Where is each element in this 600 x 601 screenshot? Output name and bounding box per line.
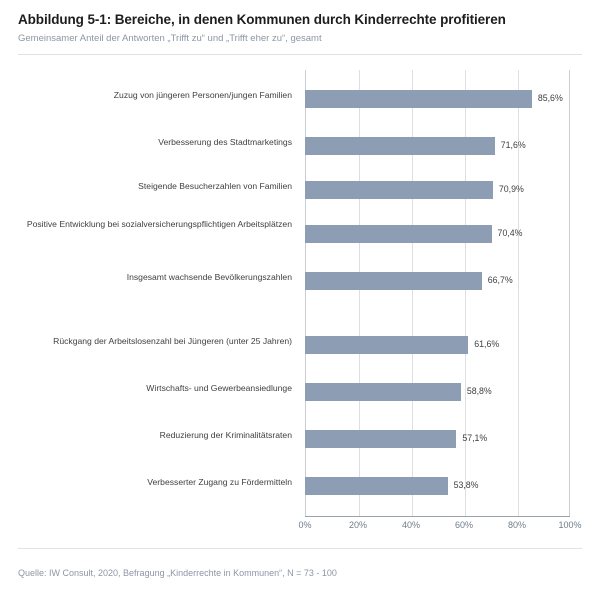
chart-plot-area bbox=[18, 70, 582, 530]
chart-row bbox=[18, 383, 302, 401]
bar bbox=[305, 181, 493, 199]
bar-row bbox=[305, 430, 570, 448]
x-tick-label: 60% bbox=[454, 520, 474, 530]
bar-value-label: 85,6% bbox=[537, 93, 563, 103]
bar-row bbox=[305, 383, 570, 401]
chart-row bbox=[18, 219, 302, 243]
bar-value-label: 58,8% bbox=[466, 386, 492, 396]
category-label: Verbesserter Zugang zu Fördermitteln bbox=[147, 477, 292, 487]
category-label: Reduzierung der Kriminalitätsraten bbox=[159, 430, 292, 440]
bar bbox=[305, 225, 492, 243]
page-subtitle: Gemeinsamer Anteil der Antworten „Trifft zu“ und „Trifft eher zu“, gesamt bbox=[18, 33, 322, 44]
bar-row bbox=[305, 477, 570, 495]
bar-value-label: 70,4% bbox=[497, 228, 523, 238]
category-label: Zuzug von jüngeren Personen/jungen Familien bbox=[113, 90, 292, 100]
bar-row bbox=[305, 181, 570, 199]
bars-container bbox=[305, 70, 570, 516]
chart-row bbox=[18, 90, 302, 108]
bar bbox=[305, 477, 448, 495]
bar bbox=[305, 137, 495, 155]
bar-row bbox=[305, 137, 570, 155]
bar bbox=[305, 383, 461, 401]
bar-value-label: 71,6% bbox=[500, 140, 526, 150]
x-tick-label: 0% bbox=[298, 520, 312, 530]
category-label: Verbesserung des Stadtmarketings bbox=[158, 137, 292, 147]
bar-row bbox=[305, 225, 570, 243]
x-tick-label: 20% bbox=[348, 520, 368, 530]
bar-value-label: 57,1% bbox=[462, 433, 488, 443]
bar-row bbox=[305, 336, 570, 354]
x-tick-label: 80% bbox=[507, 520, 527, 530]
bar-row bbox=[305, 272, 570, 290]
category-label: Wirtschafts- und Gewerbeansiedlunge bbox=[146, 383, 292, 393]
bar bbox=[305, 90, 532, 108]
chart-row bbox=[18, 336, 302, 354]
chart-row bbox=[18, 137, 302, 155]
chart-row bbox=[18, 477, 302, 495]
bar-value-label: 53,8% bbox=[453, 480, 479, 490]
bar-value-label: 66,7% bbox=[487, 275, 513, 285]
category-label: Positive Entwicklung bei sozialversicherungspflichtigen Arbeitsplätzen bbox=[26, 219, 292, 229]
bar-value-label: 70,9% bbox=[498, 184, 524, 194]
bar bbox=[305, 430, 456, 448]
bar bbox=[305, 272, 482, 290]
category-labels bbox=[18, 70, 302, 516]
bar-value-label: 61,6% bbox=[474, 339, 500, 349]
x-tick-label: 100% bbox=[558, 520, 582, 530]
bar-row bbox=[305, 90, 570, 108]
bar bbox=[305, 336, 468, 354]
divider-top bbox=[18, 54, 582, 55]
chart-row bbox=[18, 430, 302, 448]
chart-row bbox=[18, 181, 302, 199]
category-label: Insgesamt wachsende Bevölkerungszahlen bbox=[126, 272, 292, 282]
chart-row bbox=[18, 272, 302, 290]
x-axis-line bbox=[305, 516, 570, 517]
source-note: Quelle: IW Consult, 2020, Befragung „Kinderrechte in Kommunen“, N = 73 - 100 bbox=[18, 568, 337, 578]
category-label: Steigende Besucherzahlen von Familien bbox=[138, 181, 292, 191]
x-tick-label: 40% bbox=[401, 520, 421, 530]
page-title: Abbildung 5-1: Bereiche, in denen Kommunen durch Kinderrechte profitieren bbox=[18, 12, 506, 27]
divider-bottom bbox=[18, 548, 582, 549]
category-label: Rückgang der Arbeitslosenzahl bei Jüngeren (unter 25 Jahren) bbox=[53, 336, 292, 346]
